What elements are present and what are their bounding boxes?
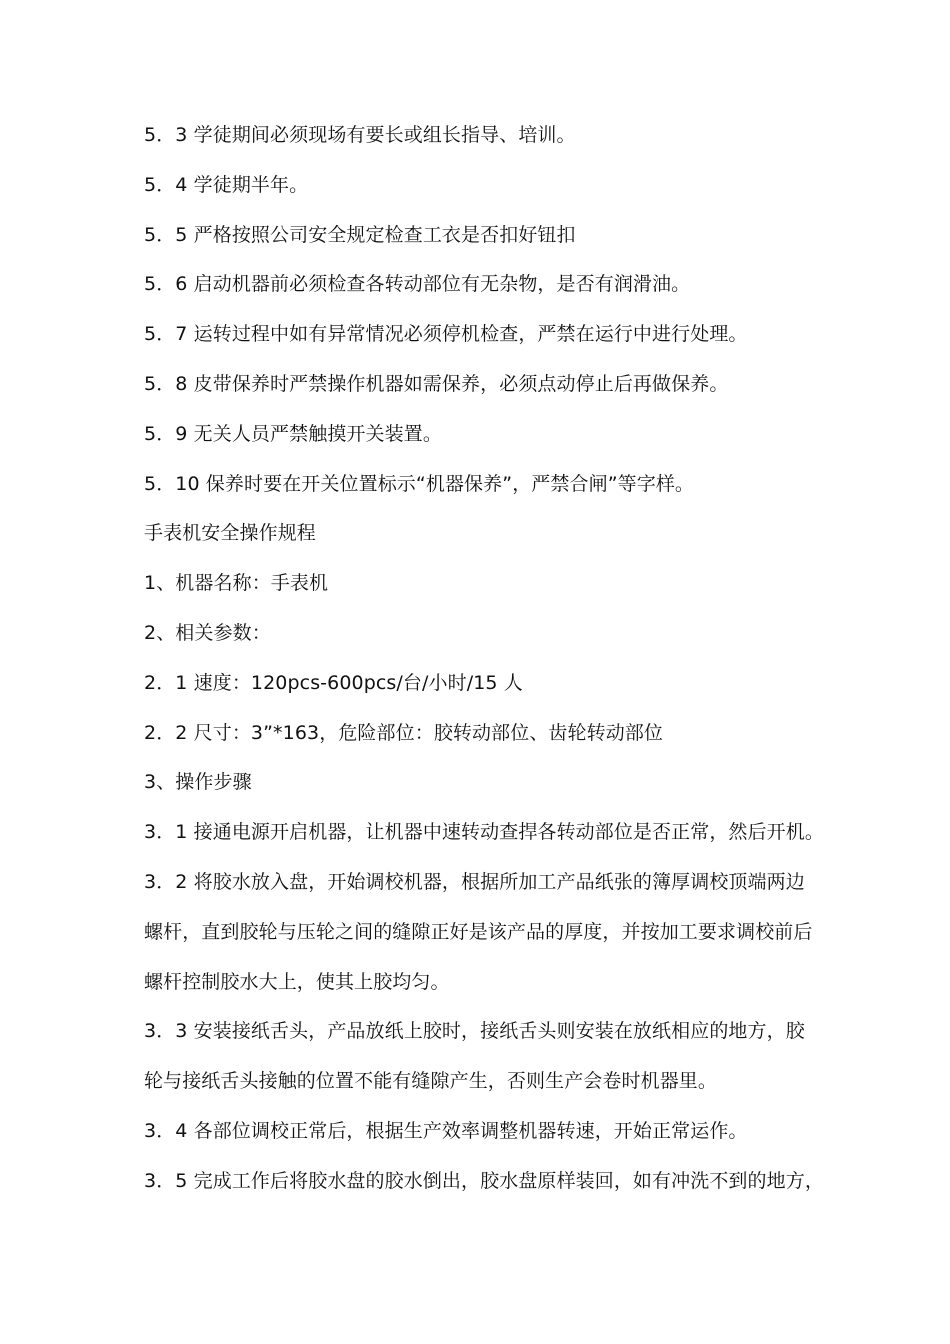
text-line: 1、机器名称：手表机: [144, 572, 329, 595]
text-line: 5．8 皮带保养时严禁操作机器如需保养，必须点动停止后再做保养。: [144, 372, 729, 395]
text-line: 3．5 完成工作后将胶水盘的胶水倒出，胶水盘原样装回，如有冲洗不到的地方，: [144, 1169, 824, 1192]
text-line: 3．2 将胶水放入盘，开始调校机器，根据所加工产品纸张的簿厚调校顶端两边: [144, 870, 805, 893]
text-line: 2．2 尺寸：3”*163，危险部位：胶转动部位、齿轮转动部位: [144, 721, 664, 744]
text-line: 5．7 运转过程中如有异常情况必须停机检查，严禁在运行中进行处理。: [144, 323, 748, 346]
text-line: 5．9 无关人员严禁触摸开关装置。: [144, 422, 442, 445]
text-line: 3．1 接通电源开启机器，让机器中速转动查捍各转动部位是否正常，然后开机。: [144, 821, 824, 844]
text-line: 5．3 学徒期间必须现场有要长或组长指导、培训。: [144, 124, 576, 146]
text-line: 螺杆，直到胶轮与压轮之间的缝隙正好是该产品的厚度，并按加工要求调校前后: [144, 920, 813, 943]
text-line: 3．3 安装接纸舌头，产品放纸上胶时，接纸舌头则安装在放纸相应的地方，胶: [144, 1020, 805, 1043]
text-line: 5．10 保养时要在开关位置标示“机器保养”，严禁合闸”等字样。: [144, 472, 695, 495]
text-line: 3、操作步骤: [144, 771, 252, 794]
text-line: 2、相关参数：: [144, 621, 271, 644]
text-line: 螺杆控制胶水大上，使其上胶均匀。: [144, 970, 450, 993]
text-line: 5．5 严格按照公司安全规定检查工衣是否扣好钮扣: [144, 223, 576, 246]
text-line: 2．1 速度：120pcs-600pcs/台/小时/15 人: [144, 671, 523, 694]
text-line: 轮与接纸舌头接触的位置不能有缝隙产生，否则生产会卷时机器里。: [144, 1070, 718, 1093]
text-line: 5．6 启动机器前必须检查各转动部位有无杂物，是否有润滑油。: [144, 273, 691, 296]
text-line: 5．4 学徒期半年。: [144, 173, 309, 196]
section-title: 手表机安全操作规程: [144, 522, 316, 545]
text-line: 3．4 各部位调校正常后，根据生产效率调整机器转速，开始正常运作。: [144, 1119, 748, 1142]
document-body: [144, 116, 824, 1212]
